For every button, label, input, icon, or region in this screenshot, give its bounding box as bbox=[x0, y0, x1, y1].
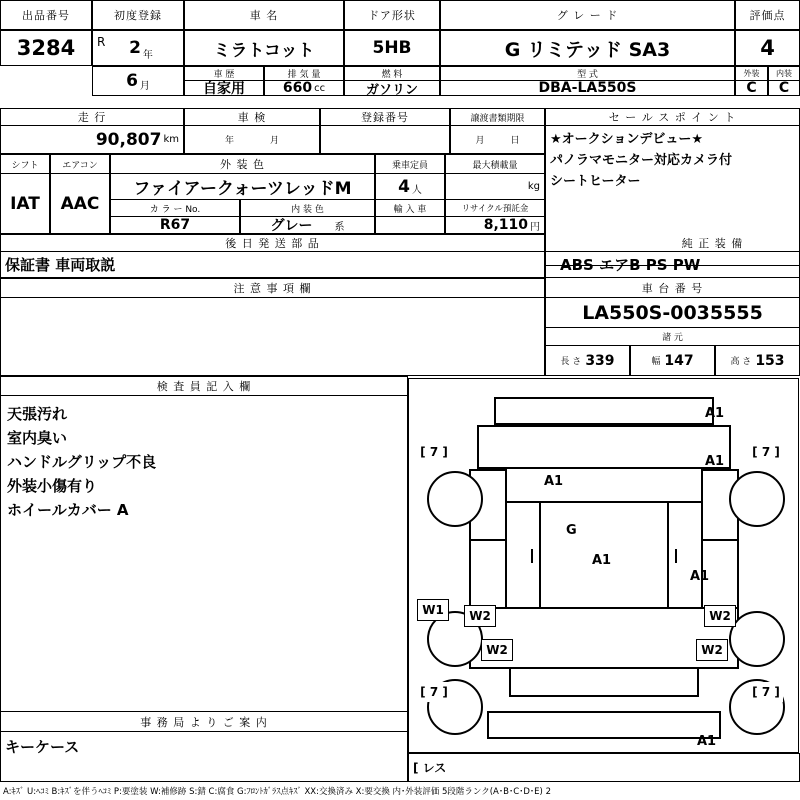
later-shipment-parts-label: 後 日 発 送 部 品 bbox=[0, 234, 545, 252]
grade-value: G リミテッド SA3 bbox=[440, 30, 735, 66]
tire-mark: [ 7 ] bbox=[749, 442, 783, 462]
first-registration-year: R 2 年 bbox=[92, 30, 184, 66]
inspector-notes-label: 検 査 員 記 入 欄 bbox=[0, 376, 408, 396]
tire-mark: [ 7 ] bbox=[417, 442, 451, 462]
body-line bbox=[509, 669, 511, 697]
wheel-mark: W2 bbox=[696, 639, 728, 661]
import-value bbox=[375, 217, 445, 234]
door-handle-line bbox=[675, 549, 677, 563]
car-name-label: 車 名 bbox=[184, 0, 344, 30]
body-line bbox=[719, 711, 721, 739]
first-registration-month: 6 月 bbox=[92, 66, 184, 96]
genuine-equipment-label: 純 正 装 備 bbox=[545, 234, 800, 252]
transfer-deadline-label: 譲渡書類期限 bbox=[450, 108, 545, 126]
notes-label: 注 意 事 項 欄 bbox=[0, 278, 545, 298]
inspector-notes-list: 天張汚れ 室内臭い ハンドルグリップ不良 外装小傷有り ホイールカバー A bbox=[0, 396, 408, 712]
color-number-value: R67 bbox=[110, 217, 240, 234]
later-shipment-parts-value: 保証書 車両取説 bbox=[0, 252, 545, 278]
chassis-number-value: LA550S-0035555 bbox=[545, 298, 800, 328]
body-line bbox=[487, 711, 721, 713]
seats-label: 乗車定員 bbox=[375, 154, 445, 174]
body-line bbox=[701, 469, 703, 503]
wheel-front-right bbox=[729, 471, 785, 527]
displacement-label: 排 気 量 bbox=[264, 66, 344, 81]
shaken-label: 車 検 bbox=[184, 108, 320, 126]
body-line bbox=[509, 695, 699, 697]
body-line bbox=[539, 503, 541, 609]
recycle-deposit-label: リサイクル預託金 bbox=[445, 200, 545, 217]
wheel-front-left bbox=[427, 471, 483, 527]
grade-label: グ レ ー ド bbox=[440, 0, 735, 30]
body-line bbox=[729, 425, 731, 469]
exterior-grade-value: C bbox=[735, 81, 768, 96]
exterior-grade-label: 外装 bbox=[735, 66, 768, 81]
body-line bbox=[469, 539, 507, 541]
vehicle-damage-diagram bbox=[408, 378, 799, 753]
body-line bbox=[487, 737, 721, 739]
fuel-value: ガソリン bbox=[344, 81, 440, 96]
wheel-rear-right bbox=[729, 611, 785, 667]
body-line bbox=[494, 397, 714, 399]
body-line bbox=[697, 669, 699, 697]
chassis-number-label: 車 台 番 号 bbox=[545, 278, 800, 298]
sales-point-label: セ ー ル ス ポ イ ン ト bbox=[545, 108, 800, 126]
rating-value: 4 bbox=[735, 30, 800, 66]
shaken-value: 年 月 bbox=[184, 126, 320, 154]
body-line bbox=[667, 503, 669, 609]
door-handle-line bbox=[531, 549, 533, 563]
dimension-height: 高 さ 153 bbox=[715, 346, 800, 376]
body-line bbox=[477, 425, 731, 427]
damage-mark: G bbox=[566, 523, 577, 538]
interior-grade-label: 内装 bbox=[768, 66, 800, 81]
body-line bbox=[469, 607, 739, 609]
body-line bbox=[487, 711, 489, 739]
wheel-mark: W2 bbox=[704, 605, 736, 627]
legend-footnote: A:ｷｽﾞ U:ﾍｺﾐ B:ｷｽﾞを伴うﾍｺﾐ P:要塗装 W:補修跡 S:錆 C:腐食 G:ﾌﾛﾝﾄｶﾞﾗｽ点ｷｽﾞ XX:交換済み X:要交換 内･外装評価 5段階ランク(A･B･C･D･E) 2 bbox=[3, 787, 551, 797]
damage-mark: A1 bbox=[592, 553, 612, 568]
model-code-value: DBA-LA550S bbox=[440, 81, 735, 96]
body-line bbox=[701, 503, 703, 609]
registration-number-label: 登録番号 bbox=[320, 108, 450, 126]
dimensions-label: 諸 元 bbox=[545, 328, 800, 346]
notes-value bbox=[0, 298, 545, 376]
damage-mark: A1 bbox=[705, 406, 725, 421]
wheel-mark: W1 bbox=[417, 599, 449, 621]
body-line bbox=[494, 397, 496, 425]
office-info-label: 事 務 局 よ り ご 案 内 bbox=[0, 712, 408, 732]
lot-number-value: 3284 bbox=[0, 30, 92, 66]
body-line bbox=[469, 469, 507, 471]
dimension-width: 幅 147 bbox=[630, 346, 715, 376]
damage-mark: A1 bbox=[690, 569, 710, 584]
interior-color-label: 内 装 色 bbox=[240, 200, 375, 217]
body-line bbox=[505, 503, 507, 609]
max-load-label: 最大積載量 bbox=[445, 154, 545, 174]
shift-value: IAT bbox=[0, 174, 50, 234]
dimension-length: 長 さ 339 bbox=[545, 346, 630, 376]
interior-color-value: グレー 系 bbox=[240, 217, 375, 234]
recycle-deposit-value: 8,110 円 bbox=[445, 217, 545, 234]
rating-label: 評価点 bbox=[735, 0, 800, 30]
seats-value: 4 人 bbox=[375, 174, 445, 200]
damage-mark: A1 bbox=[544, 474, 564, 489]
car-history-label: 車 歴 bbox=[184, 66, 264, 81]
exterior-color-value: ファイアークォーツレッドM bbox=[110, 174, 375, 200]
body-line bbox=[701, 539, 739, 541]
wheel-mark: W2 bbox=[464, 605, 496, 627]
exterior-color-label: 外 装 色 bbox=[110, 154, 375, 174]
door-shape-value: 5HB bbox=[344, 30, 440, 66]
body-line bbox=[701, 469, 739, 471]
shift-label: シフト bbox=[0, 154, 50, 174]
aircon-value: AAC bbox=[50, 174, 110, 234]
damage-mark: A1 bbox=[697, 734, 717, 749]
first-registration-label: 初度登録 bbox=[92, 0, 184, 30]
import-label: 輸 入 車 bbox=[375, 200, 445, 217]
model-code-label: 型 式 bbox=[440, 66, 735, 81]
max-load-value: kg bbox=[445, 174, 545, 200]
wheel-mark: W2 bbox=[481, 639, 513, 661]
mileage-value: 90,807 km bbox=[0, 126, 184, 154]
office-info-value: キーケース bbox=[0, 732, 408, 782]
transfer-deadline-value: 月 日 bbox=[450, 126, 545, 154]
body-line bbox=[505, 469, 507, 503]
tire-mark: [ 7 ] bbox=[417, 682, 451, 702]
body-line bbox=[477, 467, 731, 469]
damage-mark: A1 bbox=[705, 454, 725, 469]
body-line bbox=[477, 425, 479, 469]
mileage-label: 走 行 bbox=[0, 108, 184, 126]
body-line bbox=[505, 501, 703, 503]
sales-point-list: ★オークションデビュー★ パノラマモニター対応カメラ付 シートヒーター bbox=[545, 126, 800, 266]
fuel-label: 燃 料 bbox=[344, 66, 440, 81]
displacement-value: 660 cc bbox=[264, 81, 344, 96]
car-history-value: 自家用 bbox=[184, 81, 264, 96]
color-number-label: カ ラ ー No. bbox=[110, 200, 240, 217]
door-shape-label: ドア形状 bbox=[344, 0, 440, 30]
tire-mark: [ 7 ] bbox=[749, 682, 783, 702]
lot-number-label: 出品番号 bbox=[0, 0, 92, 30]
genuine-equipment-value: ABS エアB PS PW bbox=[545, 252, 800, 278]
interior-grade-value: C bbox=[768, 81, 800, 96]
aircon-label: エアコン bbox=[50, 154, 110, 174]
spare-tire-note: [ レス bbox=[408, 753, 800, 782]
car-name-value: ミラトコット bbox=[184, 30, 344, 66]
registration-number-value bbox=[320, 126, 450, 154]
